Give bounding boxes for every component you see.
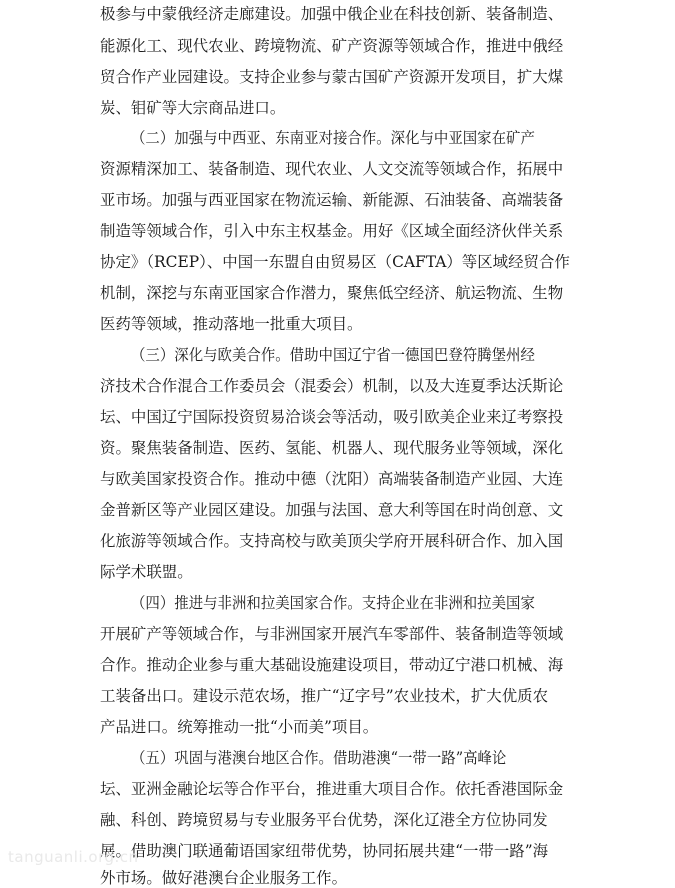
body-text-line: 融、科创、跨境贸易与专业服务平台优势，深化辽港全方位协同发	[100, 811, 548, 829]
body-text-line: 化旅游等领域合作。支持高校与欧美顶尖学府开展科研合作、加入国	[100, 532, 564, 550]
body-text-line: 开展矿产等领域合作，与非洲国家开展汽车零部件、装备制造等领域	[100, 625, 564, 643]
body-text-line: 亚市场。加强与西亚国家在物流运输、新能源、石油装备、高端装备	[100, 191, 564, 209]
body-text-line: 外市场。做好港澳台企业服务工作。	[100, 869, 348, 887]
body-text-line: 展。借助澳门联通葡语国家纽带优势，协同拓展共建“一带一路”海	[100, 842, 549, 860]
body-text-line: 贸合作产业园建设。支持企业参与蒙古国矿产资源开发项目，扩大煤	[100, 68, 564, 86]
body-text-line: 工装备出口。建设示范农场，推广“辽字号”农业技术，扩大优质农	[100, 687, 549, 705]
body-text-line: 与欧美国家投资合作。推动中德（沈阳）高端装备制造产业园、大连	[100, 470, 564, 488]
body-text-line: 机制，深挖与东南亚国家合作潜力，聚焦低空经济、航运物流、生物	[100, 284, 564, 302]
body-text-line: 能源化工、现代农业、跨境物流、矿产资源等领域合作，推进中俄经	[100, 37, 564, 55]
body-text-line: 制造等领域合作，引入中东主权基金。用好《区域全面经济伙伴关系	[100, 222, 564, 240]
watermark: tanguanli.org.cn	[8, 848, 139, 866]
body-text-line: 协定》（RCEP）、中国一东盟自由贸易区（CAFTA）等区域经贸合作	[100, 253, 570, 271]
body-text-line: 际学术联盟。	[100, 563, 193, 581]
body-text-line: 极参与中蒙俄经济走廊建设。加强中俄企业在科技创新、装备制造、	[100, 5, 564, 23]
section-heading-line: （四）推进与非洲和拉美国家合作。支持企业在非洲和拉美国家	[131, 594, 535, 612]
section-heading-line: （五）巩固与港澳台地区合作。借助港澳“一带一路”高峰论	[131, 749, 507, 767]
body-text-line: 坛、中国辽宁国际投资贸易洽谈会等活动，吸引欧美企业来辽考察投	[100, 408, 564, 426]
body-text-line: 合作。推动企业参与重大基础设施建设项目，带动辽宁港口机械、海	[100, 656, 564, 674]
body-text-line: 济技术合作混合工作委员会（混委会）机制，以及大连夏季达沃斯论	[100, 377, 564, 395]
body-text-line: 坛、亚洲金融论坛等合作平台，推进重大项目合作。依托香港国际金	[100, 780, 564, 798]
body-text-line: 炭、钼矿等大宗商品进口。	[100, 99, 286, 117]
section-heading-line: （三）深化与欧美合作。借助中国辽宁省一德国巴登符腾堡州经	[131, 346, 535, 364]
body-text-line: 资源精深加工、装备制造、现代农业、人文交流等领域合作，拓展中	[100, 160, 564, 178]
body-text-line: 医药等领域，推动落地一批重大项目。	[100, 315, 363, 333]
body-text-line: 资。聚焦装备制造、医药、氢能、机器人、现代服务业等领域，深化	[100, 439, 564, 457]
body-text-line: 金普新区等产业园区建设。加强与法国、意大利等国在时尚创意、文	[100, 501, 564, 519]
section-heading-line: （二）加强与中西亚、东南亚对接合作。深化与中亚国家在矿产	[131, 129, 535, 147]
body-text-line: 产品进口。统筹推动一批“小而美”项目。	[100, 718, 379, 736]
